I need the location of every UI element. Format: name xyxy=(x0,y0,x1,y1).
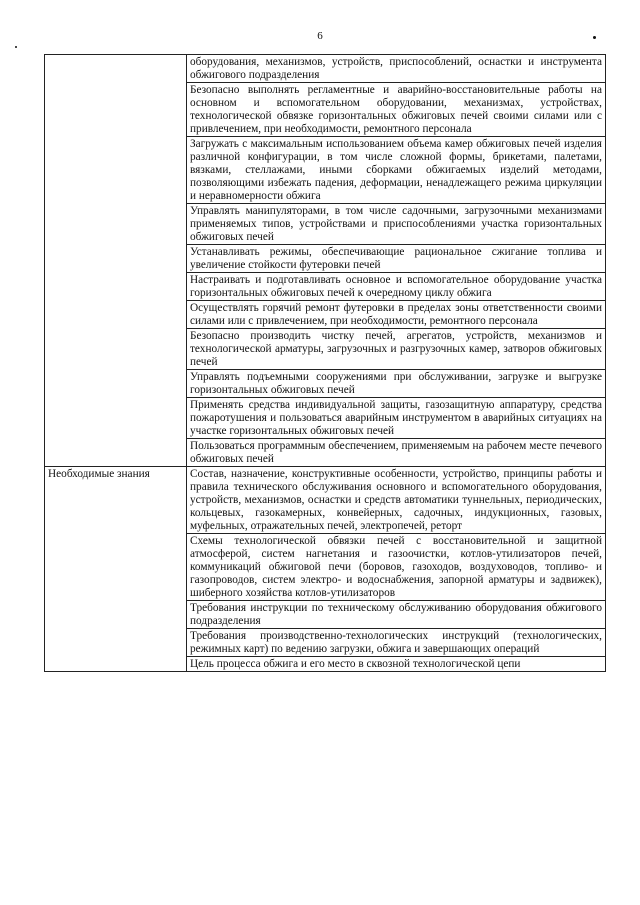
corner-dot xyxy=(593,36,596,39)
knowledge-item: Требования производственно-технологических инструкций (технологических, режимных карт) по ведению загрузки, обжига и завершающих операций xyxy=(187,629,606,657)
knowledge-item: Схемы технологической обвязки печей с восстановительной и защитной атмосферой, систем нагнетания и газоочистки, котлов-утилизаторов печей, коммуникаций обжиговой печи (боровов, газоходов, воздуховодов, топливо- и газопроводов, систем электро- и водоснабжения, запорной арматуры и задвижек), шиберного хозяйства котлов-утилизаторов xyxy=(187,534,606,601)
skill-item: Настраивать и подготавливать основное и вспомогательное оборудование участка горизонтальных обжиговых печей к очередному циклу обжига xyxy=(187,273,606,301)
margin-dot xyxy=(15,46,17,48)
knowledge-item: Цель процесса обжига и его место в сквозной технологической цепи xyxy=(187,657,606,672)
skill-item: Осуществлять горячий ремонт футеровки в пределах зоны ответственности своими силами или с привлечением, при необходимости, ремонтного персонала xyxy=(187,301,606,329)
skill-item: Устанавливать режимы, обеспечивающие рациональное сжигание топлива и увеличение стойкости футеровки печей xyxy=(187,245,606,273)
table-row xyxy=(45,467,606,534)
skill-item: Управлять манипуляторами, в том числе садочными, загрузочными механизмами применяемых типов, устройствами и приспособлениями участка горизонтальных обжиговых печей xyxy=(187,204,606,245)
skill-item: Безопасно выполнять регламентные и аварийно-восстановительные работы на основном и вспомогательном оборудовании, механизмах, устройствах, технологической обвязке горизонтальных обжиговых печей своими силами или с привлечением, при необходимости, ремонтного персонала xyxy=(187,83,606,137)
skill-item: Загружать с максимальным использованием объема камер обжиговых печей изделия различной конфигурации, в том числе сложной формы, брикетами, палетами, вязками, стеллажами, иными сборками обжигаемых изделий методами, позволяющими избежать падения, деформации, ненадлежащего режима циркуляции и неравномерности обжига xyxy=(187,137,606,204)
skill-item: Пользоваться программным обеспечением, применяемым на рабочем месте печевого обжиговых печей xyxy=(187,439,606,467)
page-number: 6 xyxy=(317,30,323,42)
requirements-table xyxy=(44,54,606,672)
skill-item: Безопасно производить чистку печей, агрегатов, устройств, механизмов и технологической арматуры, загрузочных и разгрузочных камер, затворов обжиговых печей xyxy=(187,329,606,370)
section-label-knowledge: Необходимые знания xyxy=(45,467,187,672)
skill-item: оборудования, механизмов, устройств, приспособлений, оснастки и инструмента обжигового подразделения xyxy=(187,55,606,83)
knowledge-item: Состав, назначение, конструктивные особенности, устройство, принципы работы и правила технического обслуживания основного и вспомогательного оборудования, устройств, механизмов, оснастки и средств автоматики туннельных, периодических, кольцевых, газокамерных, конвейерных, садочных, индукционных, газовых, муфельных, отражательных печей, электропечей, реторт xyxy=(187,467,606,534)
section-label-cell xyxy=(45,55,187,467)
knowledge-item: Требования инструкции по техническому обслуживанию оборудования обжигового подразделения xyxy=(187,601,606,629)
table-row xyxy=(45,55,606,83)
skill-item: Управлять подъемными сооружениями при обслуживании, загрузке и выгрузке горизонтальных обжиговых печей xyxy=(187,370,606,398)
skill-item: Применять средства индивидуальной защиты, газозащитную аппаратуру, средства пожаротушения и пользоваться аварийным инструментом в аварийных ситуациях на участке горизонтальных обжиговых печей xyxy=(187,398,606,439)
